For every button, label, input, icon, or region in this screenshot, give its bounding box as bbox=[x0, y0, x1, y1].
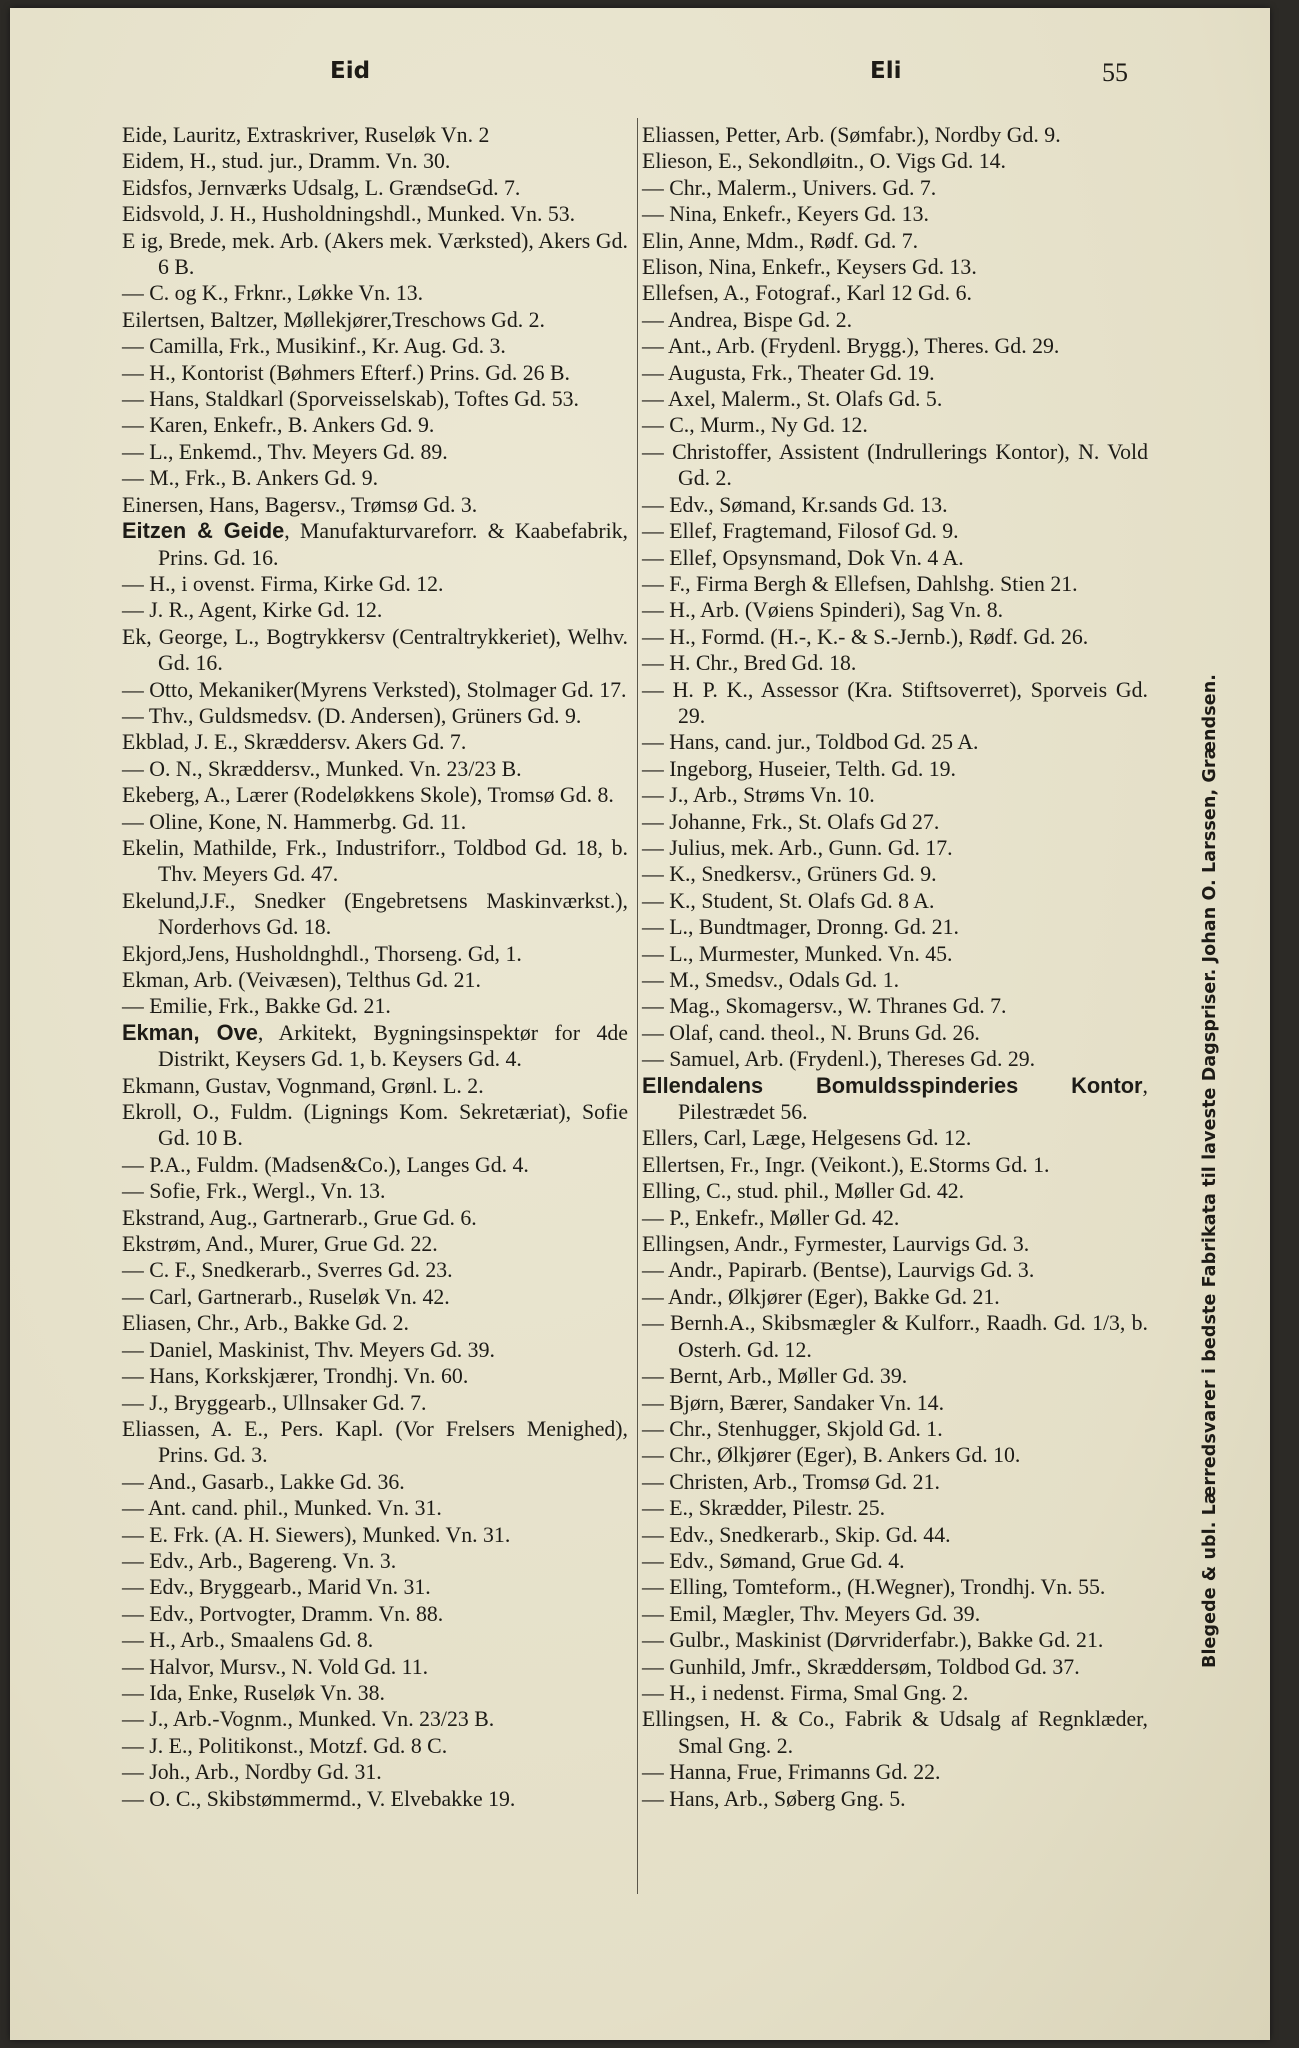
entry-text: — H., i ovenst. Firma, Kirke Gd. 12. bbox=[122, 571, 444, 596]
entry-text: — Samuel, Arb. (Frydenl.), Thereses Gd. 29. bbox=[642, 1047, 1036, 1072]
entry-bold-name: Eitzen & Geide bbox=[122, 518, 285, 544]
directory-page bbox=[10, 8, 1270, 2040]
directory-entry bbox=[642, 1522, 1148, 1548]
entry-text: — Ingeborg, Huseier, Telth. Gd. 19. bbox=[642, 756, 957, 781]
entry-text: — C. og K., Frknr., Løkke Vn. 13. bbox=[122, 281, 424, 306]
entry-text: — Ant., Arb. (Frydenl. Brygg.), Theres. Gd. 29. bbox=[642, 334, 1060, 359]
entry-text: — Sofie, Frk., Wergl., Vn. 13. bbox=[122, 1179, 386, 1204]
entry-text: Ellers, Carl, Læge, Helgesens Gd. 12. bbox=[642, 1126, 972, 1151]
entry-text: — Hanna, Frue, Frimanns Gd. 22. bbox=[642, 1760, 941, 1785]
entry-text: — Hans, Korkskjærer, Trondhj. Vn. 60. bbox=[122, 1364, 469, 1389]
entry-text: — Axel, Malerm., St. Olafs Gd. 5. bbox=[642, 387, 943, 412]
entry-text: — H., Kontorist (Bøhmers Efterf.) Prins. Gd. 26 B. bbox=[122, 360, 571, 385]
entry-text: — Edv., Portvogter, Dramm. Vn. 88. bbox=[122, 1601, 444, 1626]
entry-text: — K., Snedkersv., Grüners Gd. 9. bbox=[642, 862, 937, 887]
directory-entry bbox=[122, 492, 628, 518]
directory-entry bbox=[642, 175, 1148, 201]
directory-entry bbox=[122, 1416, 628, 1469]
directory-entry bbox=[642, 1786, 1148, 1812]
entry-text: — Andrea, Bispe Gd. 2. bbox=[642, 307, 853, 332]
directory-entry bbox=[642, 1390, 1148, 1416]
entry-text: — And., Gasarb., Lakke Gd. 36. bbox=[122, 1469, 405, 1494]
right-column bbox=[642, 122, 1148, 1812]
directory-entry bbox=[122, 1284, 628, 1310]
entry-text: Ekjord,Jens, Husholdnghdl., Thorseng. Gd, 1. bbox=[122, 941, 522, 966]
entry-text: — Ida, Enke, Ruseløk Vn. 38. bbox=[122, 1680, 385, 1705]
entry-text: — Christen, Arb., Tromsø Gd. 21. bbox=[642, 1469, 940, 1494]
entry-text: — K., Student, St. Olafs Gd. 8 A. bbox=[642, 888, 935, 913]
directory-entry bbox=[642, 1205, 1148, 1231]
directory-entry bbox=[642, 782, 1148, 808]
column-divider bbox=[637, 118, 638, 1894]
directory-entry bbox=[642, 1046, 1148, 1072]
directory-entry bbox=[122, 1099, 628, 1152]
entry-bold-name: Ellendalens Bomuldsspinderies Kontor bbox=[642, 1072, 1143, 1098]
entry-text: — Mag., Skomagersv., W. Thranes Gd. 7. bbox=[642, 994, 1007, 1019]
directory-entry bbox=[642, 571, 1148, 597]
directory-entry bbox=[642, 1416, 1148, 1442]
entry-text: Ekstrøm, And., Murer, Grue Gd. 22. bbox=[122, 1232, 438, 1257]
directory-entry bbox=[122, 1495, 628, 1521]
directory-entry bbox=[122, 360, 628, 386]
entry-text: — Augusta, Frk., Theater Gd. 19. bbox=[642, 360, 935, 385]
entry-text: — H., Arb., Smaalens Gd. 8. bbox=[122, 1628, 374, 1653]
entry-text: — Emil, Mægler, Thv. Meyers Gd. 39. bbox=[642, 1601, 981, 1626]
entry-text: — Hans, Arb., Søberg Gng. 5. bbox=[642, 1786, 906, 1811]
entry-text: — Hans, cand. jur., Toldbod Gd. 25 A. bbox=[642, 730, 979, 755]
directory-entry bbox=[642, 1310, 1148, 1363]
entry-text: — Karen, Enkefr., B. Ankers Gd. 9. bbox=[122, 413, 435, 438]
directory-entry bbox=[122, 1152, 628, 1178]
entry-text: Ekstrand, Aug., Gartnerarb., Grue Gd. 6. bbox=[122, 1205, 477, 1230]
entry-text: — Elling, Tomteform., (H.Wegner), Trondhj. Vn. 55. bbox=[642, 1575, 1106, 1600]
entry-text: — Johanne, Frk., St. Olafs Gd 27. bbox=[642, 809, 940, 834]
header-left-keyword: Eid bbox=[330, 58, 371, 84]
entry-text: — Edv., Sømand, Grue Gd. 4. bbox=[642, 1548, 905, 1573]
directory-entry bbox=[642, 809, 1148, 835]
entry-text: , Arkitekt, Bygningsinspektør for 4de Distrikt, Keysers Gd. 1, b. Keysers Gd. 4. bbox=[158, 1020, 628, 1072]
entry-text: Eidem, H., stud. jur., Dramm. Vn. 30. bbox=[122, 149, 451, 174]
directory-entry bbox=[122, 1073, 628, 1099]
entry-text: — P.A., Fuldm. (Madsen&Co.), Langes Gd. 4. bbox=[122, 1152, 529, 1177]
entry-text: — Andr., Ølkjører (Eger), Bakke Gd. 21. bbox=[642, 1284, 1000, 1309]
entry-text: Ellertsen, Fr., Ingr. (Veikont.), E.Storms Gd. 1. bbox=[642, 1152, 1050, 1177]
entry-text: — Edv., Arb., Bagereng. Vn. 3. bbox=[122, 1548, 397, 1573]
directory-entry bbox=[642, 1680, 1148, 1706]
directory-entry bbox=[122, 1178, 628, 1204]
directory-entry bbox=[122, 333, 628, 359]
entry-text: , Pilestrædet 56. bbox=[678, 1073, 1148, 1125]
page-number: 55 bbox=[1102, 58, 1128, 87]
directory-entry bbox=[122, 1627, 628, 1653]
entry-text: — H. Chr., Bred Gd. 18. bbox=[642, 651, 857, 676]
directory-entry bbox=[642, 1284, 1148, 1310]
entry-text: — J. R., Agent, Kirke Gd. 12. bbox=[122, 598, 383, 623]
directory-entry bbox=[122, 703, 628, 729]
directory-entry bbox=[122, 597, 628, 623]
directory-entry bbox=[642, 1020, 1148, 1046]
directory-entry bbox=[122, 888, 628, 941]
directory-entry bbox=[642, 967, 1148, 993]
entry-text: — Edv., Snedkerarb., Skip. Gd. 44. bbox=[642, 1522, 951, 1547]
entry-text: — C., Murm., Ny Gd. 12. bbox=[642, 413, 868, 438]
directory-entry bbox=[122, 1522, 628, 1548]
directory-entry bbox=[642, 993, 1148, 1019]
entry-text: — J., Arb.-Vognm., Munked. Vn. 23/23 B. bbox=[122, 1707, 495, 1732]
directory-entry bbox=[122, 386, 628, 412]
directory-entry bbox=[122, 1231, 628, 1257]
directory-entry bbox=[122, 1469, 628, 1495]
directory-entry bbox=[642, 756, 1148, 782]
directory-entry bbox=[122, 1257, 628, 1283]
entry-text: , Manufakturvareforr. & Kaabefabrik, Prins. Gd. 16. bbox=[158, 519, 628, 570]
directory-entry bbox=[642, 307, 1148, 333]
entry-text: Elieson, E., Sekondløitn., O. Vigs Gd. 14. bbox=[642, 149, 1006, 174]
directory-entry bbox=[122, 756, 628, 782]
directory-entry bbox=[122, 677, 628, 703]
entry-text: Ekelin, Mathilde, Frk., Industriforr., Toldbod Gd. 18, b. Thv. Meyers Gd. 47. bbox=[122, 835, 628, 887]
directory-entry bbox=[122, 1390, 628, 1416]
directory-entry bbox=[642, 201, 1148, 227]
directory-entry bbox=[642, 1231, 1148, 1257]
entry-text: Elison, Nina, Enkefr., Keysers Gd. 13. bbox=[642, 255, 977, 280]
entry-text: — Chr., Stenhugger, Skjold Gd. 1. bbox=[642, 1416, 943, 1441]
directory-entry bbox=[642, 1495, 1148, 1521]
entry-text: — E., Skrædder, Pilestr. 25. bbox=[642, 1496, 886, 1521]
directory-entry bbox=[642, 1125, 1148, 1151]
directory-entry bbox=[642, 439, 1148, 492]
entry-text: Eliasen, Chr., Arb., Bakke Gd. 2. bbox=[122, 1311, 409, 1336]
entry-text: — Camilla, Frk., Musikinf., Kr. Aug. Gd. 3. bbox=[122, 334, 506, 359]
directory-entry bbox=[642, 624, 1148, 650]
entry-text: — P., Enkefr., Møller Gd. 42. bbox=[642, 1205, 900, 1230]
directory-entry bbox=[122, 1680, 628, 1706]
entry-text: Eidsfos, Jernværks Udsalg, L. GrændseGd. 7. bbox=[122, 175, 521, 200]
entry-text: — Edv., Bryggearb., Marid Vn. 31. bbox=[122, 1575, 431, 1600]
entry-text: — Emilie, Frk., Bakke Gd. 21. bbox=[122, 994, 391, 1019]
entry-text: — F., Firma Bergh & Ellefsen, Dahlshg. Stien 21. bbox=[642, 571, 1078, 596]
entry-text: Ekblad, J. E., Skræddersv. Akers Gd. 7. bbox=[122, 730, 467, 755]
entry-text: — L., Bundtmager, Dronng. Gd. 21. bbox=[642, 915, 959, 940]
directory-entry bbox=[122, 412, 628, 438]
directory-entry bbox=[642, 360, 1148, 386]
directory-entry bbox=[122, 1601, 628, 1627]
entry-text: — Nina, Enkefr., Keyers Gd. 13. bbox=[642, 202, 929, 227]
directory-entry bbox=[122, 993, 628, 1019]
entry-text: — Edv., Sømand, Kr.sands Gd. 13. bbox=[642, 492, 948, 517]
entry-text: — L., Murmester, Munked. Vn. 45. bbox=[642, 941, 953, 966]
directory-entry bbox=[642, 122, 1148, 148]
directory-entry bbox=[122, 967, 628, 993]
entry-text: — Chr., Ølkjører (Eger), B. Ankers Gd. 10. bbox=[642, 1443, 1021, 1468]
entry-text: Elling, C., stud. phil., Møller Gd. 42. bbox=[642, 1179, 965, 1204]
directory-entry bbox=[642, 888, 1148, 914]
side-advertisement: Blegede & ubl. Lærredsvarer i bedste Fabrikata til laveste Dagspriser. Johan O. Larssen, Grændsen. bbox=[1200, 674, 1220, 1668]
directory-entry bbox=[122, 307, 628, 333]
entry-bold-name: Ekman, Ove bbox=[122, 1019, 258, 1045]
directory-entry bbox=[642, 597, 1148, 623]
entry-text: — Daniel, Maskinist, Thv. Meyers Gd. 39. bbox=[122, 1337, 495, 1362]
directory-entry bbox=[642, 545, 1148, 571]
entry-text: Ellingsen, Andr., Fyrmester, Laurvigs Gd. 3. bbox=[642, 1232, 1030, 1257]
entry-text: Ellingsen, H. & Co., Fabrik & Udsalg af Regnklæder, Smal Gng. 2. bbox=[642, 1707, 1148, 1758]
directory-entry bbox=[642, 677, 1148, 730]
entry-text: Eidsvold, J. H., Husholdningshdl., Munked. Vn. 53. bbox=[122, 202, 576, 227]
directory-entry bbox=[122, 175, 628, 201]
directory-entry bbox=[642, 729, 1148, 755]
entry-text: Eide, Lauritz, Extraskriver, Ruseløk Vn. 2 bbox=[122, 123, 490, 147]
entry-text: — Bjørn, Bærer, Sandaker Vn. 14. bbox=[642, 1390, 945, 1415]
entry-text: — Ant. cand. phil., Munked. Vn. 31. bbox=[122, 1496, 442, 1521]
entry-text: Ekroll, O., Fuldm. (Lignings Kom. Sekretæriat), Sofie Gd. 10 B. bbox=[122, 1100, 628, 1151]
directory-entry bbox=[642, 412, 1148, 438]
entry-text: — Julius, mek. Arb., Gunn. Gd. 17. bbox=[642, 835, 953, 860]
entry-text: Ekman, Arb. (Veivæsen), Telthus Gd. 21. bbox=[122, 968, 481, 992]
directory-entry bbox=[642, 1363, 1148, 1389]
directory-entry bbox=[122, 122, 628, 148]
entry-text: — L., Enkemd., Thv. Meyers Gd. 89. bbox=[122, 439, 448, 464]
entry-text: — O. C., Skibstømmermd., V. Elvebakke 19. bbox=[122, 1786, 516, 1811]
entry-text: — Gulbr., Maskinist (Dørvriderfabr.), Bakke Gd. 21. bbox=[642, 1628, 1104, 1653]
directory-entry bbox=[642, 1601, 1148, 1627]
header-right-keyword: Eli bbox=[870, 58, 902, 84]
directory-entry bbox=[122, 228, 628, 281]
directory-entry bbox=[642, 1257, 1148, 1283]
directory-entry bbox=[122, 148, 628, 174]
entry-text: — J., Arb., Strøms Vn. 10. bbox=[642, 783, 875, 808]
entry-text: — Thv., Guldsmedsv. (D. Andersen), Grüners Gd. 9. bbox=[122, 703, 582, 728]
entry-text: — Bernt, Arb., Møller Gd. 39. bbox=[642, 1364, 908, 1389]
left-column bbox=[122, 122, 628, 1812]
directory-entry bbox=[122, 1363, 628, 1389]
directory-entry bbox=[122, 571, 628, 597]
directory-entry bbox=[122, 1786, 628, 1812]
directory-entry bbox=[122, 1548, 628, 1574]
directory-entry bbox=[642, 228, 1148, 254]
entry-text: — Oline, Kone, N. Hammerbg. Gd. 11. bbox=[122, 809, 467, 834]
entry-text: — O. N., Skræddersv., Munked. Vn. 23/23 B. bbox=[122, 756, 522, 781]
directory-entry bbox=[642, 941, 1148, 967]
directory-entry bbox=[122, 518, 628, 571]
directory-entry bbox=[122, 465, 628, 491]
entry-text: Einersen, Hans, Bagersv., Trømsø Gd. 3. bbox=[122, 492, 478, 517]
entry-text: — Otto, Mekaniker(Myrens Verksted), Stolmager Gd. 17. bbox=[122, 677, 627, 702]
directory-entry bbox=[642, 254, 1148, 280]
entry-text: Ek, George, L., Bogtrykkersv (Centraltrykkeriet), Welhv. Gd. 16. bbox=[122, 624, 628, 676]
directory-entry bbox=[122, 1574, 628, 1600]
directory-entry bbox=[642, 650, 1148, 676]
entry-text: Ekelund,J.F., Snedker (Engebretsens Maskinværkst.), Norderhovs Gd. 18. bbox=[122, 888, 628, 940]
directory-entry bbox=[642, 1442, 1148, 1468]
directory-entry bbox=[642, 1759, 1148, 1785]
directory-entry bbox=[122, 835, 628, 888]
directory-entry bbox=[122, 1733, 628, 1759]
entry-text: — E. Frk. (A. H. Siewers), Munked. Vn. 31. bbox=[122, 1522, 511, 1547]
directory-entry bbox=[122, 1020, 628, 1073]
directory-entry bbox=[642, 280, 1148, 306]
entry-text: Ellefsen, A., Fotograf., Karl 12 Gd. 6. bbox=[642, 281, 972, 306]
entry-text: — Chr., Malerm., Univers. Gd. 7. bbox=[642, 175, 937, 200]
entry-text: — Halvor, Mursv., N. Vold Gd. 11. bbox=[122, 1654, 429, 1679]
entry-text: Eliassen, Petter, Arb. (Sømfabr.), Nordby Gd. 9. bbox=[642, 123, 1061, 147]
entry-text: — Hans, Staldkarl (Sporveisselskab), Toftes Gd. 53. bbox=[122, 387, 579, 412]
entry-text: — H., Formd. (H.-, K.- & S.-Jernb.), Rødf. Gd. 26. bbox=[642, 624, 1089, 649]
entry-text: Ekmann, Gustav, Vognmand, Grønl. L. 2. bbox=[122, 1073, 484, 1098]
directory-entry bbox=[122, 809, 628, 835]
entry-text: — C. F., Snedkerarb., Sverres Gd. 23. bbox=[122, 1258, 453, 1283]
directory-entry bbox=[122, 280, 628, 306]
directory-entry bbox=[122, 1337, 628, 1363]
entry-text: Eilertsen, Baltzer, Møllekjører,Treschows Gd. 2. bbox=[122, 307, 546, 332]
entry-text: — Olaf, cand. theol., N. Bruns Gd. 26. bbox=[642, 1020, 980, 1045]
directory-entry bbox=[642, 1574, 1148, 1600]
directory-entry bbox=[642, 333, 1148, 359]
entry-text: — H., Arb. (Vøiens Spinderi), Sag Vn. 8. bbox=[642, 598, 1004, 623]
directory-entry bbox=[642, 861, 1148, 887]
directory-entry bbox=[122, 1654, 628, 1680]
directory-entry bbox=[642, 1178, 1148, 1204]
entry-text: — Gunhild, Jmfr., Skræddersøm, Toldbod Gd. 37. bbox=[642, 1654, 1080, 1679]
directory-entry bbox=[642, 148, 1148, 174]
entry-text: Eliassen, A. E., Pers. Kapl. (Vor Frelsers Menighed), Prins. Gd. 3. bbox=[122, 1416, 628, 1468]
directory-entry bbox=[122, 1205, 628, 1231]
entry-text: — J. E., Politikonst., Motzf. Gd. 8 C. bbox=[122, 1733, 448, 1758]
directory-entry bbox=[122, 941, 628, 967]
directory-entry bbox=[642, 835, 1148, 861]
directory-entry bbox=[122, 1310, 628, 1336]
entry-text: — H. P. K., Assessor (Kra. Stiftsoverret), Sporveis Gd. 29. bbox=[642, 677, 1148, 728]
directory-entry bbox=[122, 201, 628, 227]
directory-entry bbox=[122, 782, 628, 808]
entry-text: — Ellef, Fragtemand, Filosof Gd. 9. bbox=[642, 519, 959, 544]
directory-entry bbox=[642, 1627, 1148, 1653]
directory-entry bbox=[642, 518, 1148, 544]
directory-entry bbox=[122, 1706, 628, 1732]
directory-entry bbox=[642, 386, 1148, 412]
entry-text: — Carl, Gartnerarb., Ruseløk Vn. 42. bbox=[122, 1284, 450, 1309]
directory-entry bbox=[642, 1706, 1148, 1759]
directory-entry bbox=[642, 1548, 1148, 1574]
directory-entry bbox=[122, 729, 628, 755]
directory-entry bbox=[122, 1759, 628, 1785]
entry-text: — Ellef, Opsynsmand, Dok Vn. 4 A. bbox=[642, 545, 964, 570]
directory-entry bbox=[642, 1152, 1148, 1178]
entry-text: — H., i nedenst. Firma, Smal Gng. 2. bbox=[642, 1680, 969, 1705]
entry-text: — Andr., Papirarb. (Bentse), Laurvigs Gd. 3. bbox=[642, 1258, 1035, 1283]
directory-entry bbox=[642, 492, 1148, 518]
entry-text: — M., Smedsv., Odals Gd. 1. bbox=[642, 968, 900, 992]
directory-entry bbox=[642, 1654, 1148, 1680]
entry-text: — Bernh.A., Skibsmægler & Kulforr., Raadh. Gd. 1/3, b. Osterh. Gd. 12. bbox=[642, 1311, 1148, 1362]
entry-text: Ekeberg, A., Lærer (Rodeløkkens Skole), Tromsø Gd. 8. bbox=[122, 783, 614, 808]
directory-entry bbox=[122, 624, 628, 677]
entry-text: — Joh., Arb., Nordby Gd. 31. bbox=[122, 1760, 382, 1785]
directory-entry bbox=[642, 1469, 1148, 1495]
directory-entry bbox=[642, 914, 1148, 940]
entry-text: Elin, Anne, Mdm., Rødf. Gd. 7. bbox=[642, 228, 919, 253]
directory-entry bbox=[642, 1073, 1148, 1126]
entry-text: — Christoffer, Assistent (Indrullerings Kontor), N. Vold Gd. 2. bbox=[642, 439, 1148, 491]
entry-text: E ig, Brede, mek. Arb. (Akers mek. Værksted), Akers Gd. 6 B. bbox=[122, 228, 628, 280]
entry-text: — J., Bryggearb., Ullnsaker Gd. 7. bbox=[122, 1390, 427, 1415]
entry-text: — M., Frk., B. Ankers Gd. 9. bbox=[122, 466, 379, 491]
directory-entry bbox=[122, 439, 628, 465]
